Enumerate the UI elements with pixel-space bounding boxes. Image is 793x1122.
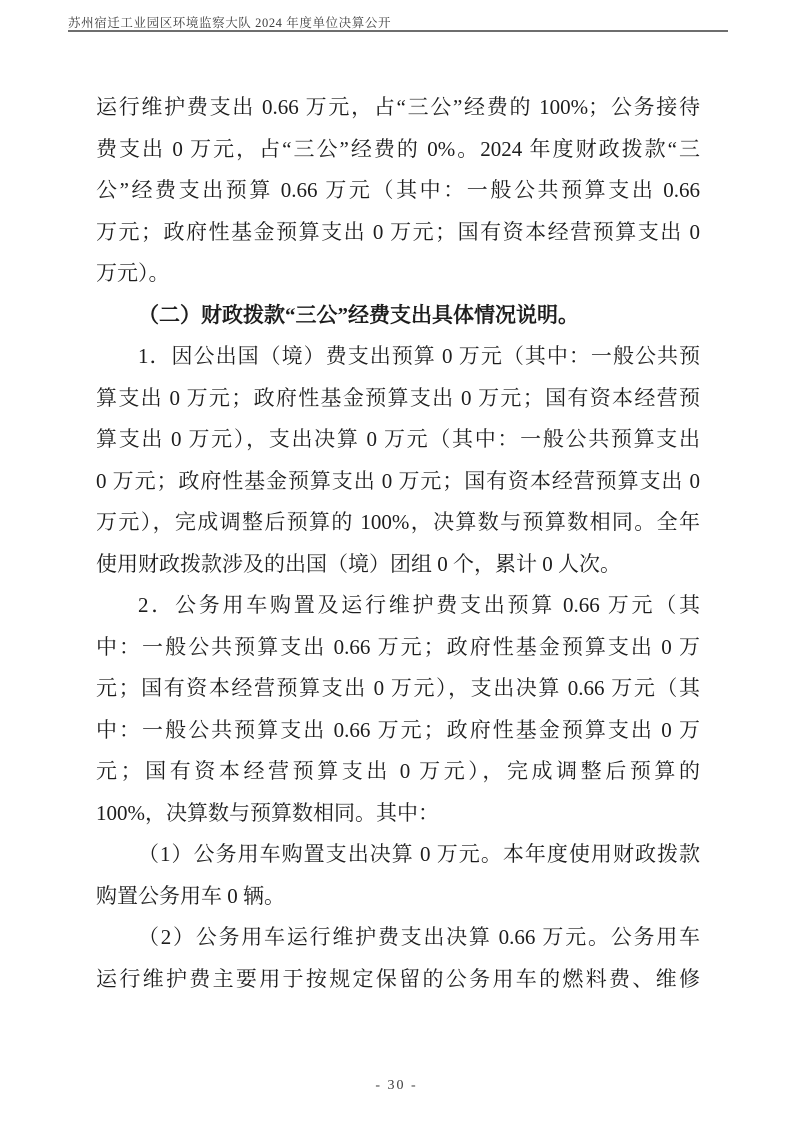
body-line: 1．因公出国（境）费支出预算 0 万元（其中：一般公共预	[138, 344, 700, 368]
header-title: 苏州宿迁工业园区环境监察大队 2024 年度单位决算公开	[68, 16, 392, 30]
body-line: 万元）。	[96, 261, 170, 285]
paragraph	[96, 87, 700, 295]
body-line: 费支出 0 万元，占“三公”经费的 0%。2024 年度财政拨款“三	[96, 136, 700, 161]
body-line: 万元），完成调整后预算的 100%，决算数与预算数相同。全年	[96, 510, 700, 534]
paragraph	[96, 295, 700, 337]
paragraph	[96, 917, 700, 1000]
body-line: 中：一般公共预算支出 0.66 万元；政府性基金预算支出 0 万	[96, 717, 700, 742]
body-line: 运行维护费支出 0.66 万元，占“三公”经费的 100%；公务接待	[96, 95, 700, 119]
body-line: 使用财政拨款涉及的出国（境）团组 0 个，累计 0 人次。	[96, 551, 621, 576]
body-line: 100%，决算数与预算数相同。其中：	[96, 800, 439, 825]
section-heading: （二）财政拨款“三公”经费支出具体情况说明。	[138, 302, 579, 327]
body-line: 万元；政府性基金预算支出 0 万元；国有资本经营预算支出 0	[96, 219, 700, 244]
body-line: 公”经费支出预算 0.66 万元（其中：一般公共预算支出 0.66	[96, 178, 700, 202]
body-line: 0 万元；政府性基金预算支出 0 万元；国有资本经营预算支出 0	[96, 468, 700, 493]
body-line: 购置公务用车 0 辆。	[96, 883, 285, 908]
body-line: 运行维护费主要用于按规定保留的公务用车的燃料费、维修	[96, 966, 700, 991]
page-footer	[0, 1078, 793, 1094]
page-number: - 30 -	[375, 1078, 418, 1093]
document-body	[96, 87, 700, 1000]
paragraph	[96, 834, 700, 917]
body-line: 算支出 0 万元），支出决算 0 万元（其中：一般公共预算支出	[96, 427, 700, 451]
body-line: 算支出 0 万元；政府性基金预算支出 0 万元；国有资本经营预	[96, 385, 700, 410]
paragraph	[96, 336, 700, 585]
body-line: （1）公务用车购置支出决算 0 万元。本年度使用财政拨款	[138, 842, 700, 866]
paragraph	[96, 585, 700, 834]
body-line: 元；国有资本经营预算支出 0 万元），支出决算 0.66 万元（其	[96, 676, 700, 700]
body-line: 2．公务用车购置及运行维护费支出预算 0.66 万元（其	[138, 593, 700, 617]
body-line: 元；国有资本经营预算支出 0 万元），完成调整后预算的	[96, 759, 700, 783]
header-rule	[68, 30, 728, 32]
body-line: （2）公务用车运行维护费支出决算 0.66 万元。公务用车	[138, 925, 700, 949]
body-line: 中：一般公共预算支出 0.66 万元；政府性基金预算支出 0 万	[96, 634, 700, 659]
